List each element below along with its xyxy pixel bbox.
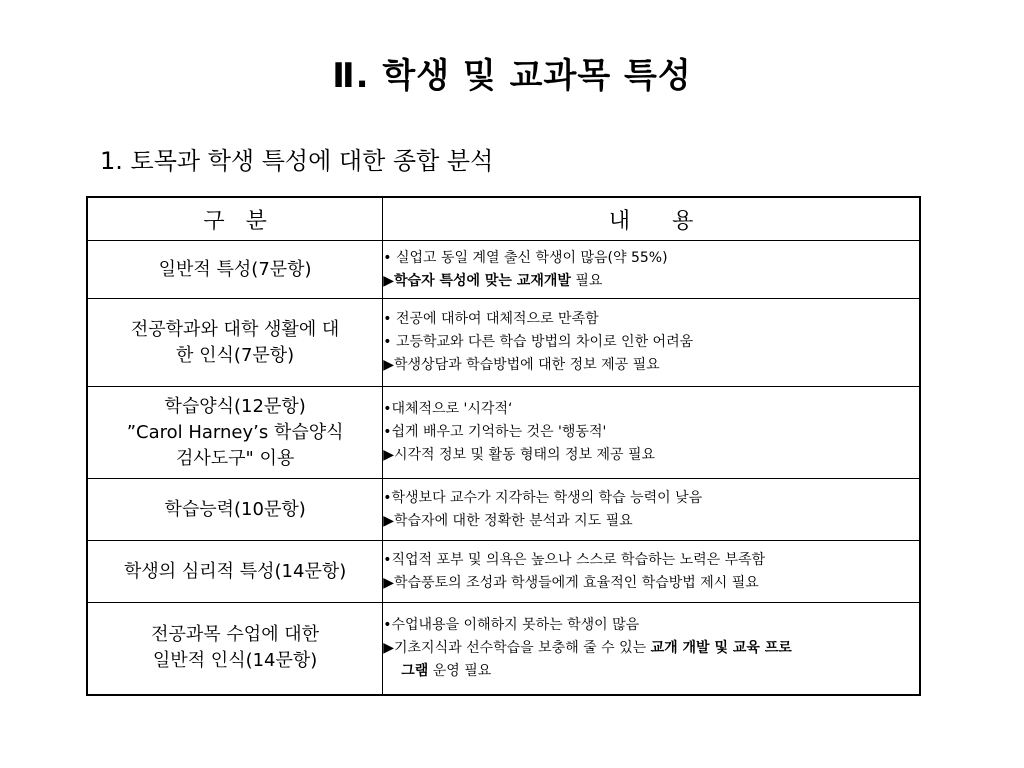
emphasis-text: 학습자 특성에 맞는 교재개발 (394, 272, 571, 289)
content-text: •대체적으로 '시각적‘ (383, 401, 513, 417)
category-line: 전공학과와 대학 생활에 대 (130, 318, 340, 340)
content-line (383, 572, 919, 595)
section-heading: 1. 토목과 학생 특성에 대한 종합 분석 (100, 147, 494, 175)
category-line: 학습능력(10문항) (164, 498, 306, 520)
slide-title: Ⅱ. 학생 및 교과목 특성 (332, 56, 692, 96)
content-line (383, 510, 919, 533)
content-text: ▶학생상담과 학습방법에 대한 정보 제공 필요 (383, 357, 660, 373)
content-text: •직업적 포부 및 의욕은 높으나 스스로 학습하는 노력은 부족함 (383, 551, 766, 568)
content-line (383, 637, 919, 660)
row-category (87, 479, 383, 541)
content-line (383, 247, 919, 270)
row-content (383, 387, 920, 479)
content-text: • 실업고 동일 계열 출신 학생이 많음(약 55%) (383, 249, 668, 266)
row-category (87, 387, 383, 479)
content-text: •쉽게 배우고 기억하는 것은 '행동적' (383, 424, 607, 440)
table-body (87, 241, 920, 695)
content-text: 필요 (570, 272, 603, 289)
content-line (383, 308, 919, 331)
row-content (383, 241, 920, 299)
table-header-row (87, 197, 920, 241)
content-text: 운영 필요 (428, 662, 492, 679)
emphasis-text: 교개 개발 및 교육 프로 (650, 639, 792, 656)
category-line: 학생의 심리적 특성(14문항) (123, 560, 347, 582)
row-category (87, 603, 383, 695)
content-line (383, 660, 919, 683)
content-line (383, 398, 919, 421)
header-category: 구 분 (87, 197, 383, 241)
content-line (383, 331, 919, 354)
category-line: 일반적 특성(7문항) (158, 258, 312, 280)
row-content (383, 479, 920, 541)
category-line: 일반적 인식(14문항) (152, 650, 318, 672)
summary-table (86, 196, 921, 696)
row-content (383, 541, 920, 603)
header-content: 내 용 (383, 197, 920, 241)
content-text: ▶학습자에 대한 정확한 분석과 지도 필요 (383, 512, 633, 529)
content-line (383, 444, 919, 467)
content-text: ▶시각적 정보 및 활동 형태의 정보 제공 필요 (383, 447, 656, 463)
category-line: 전공과목 수업에 대한 (151, 624, 320, 646)
row-category (87, 299, 383, 387)
content-text: • 전공에 대하여 대체적으로 만족함 (383, 311, 599, 327)
table-row (87, 603, 920, 695)
content-line (383, 354, 919, 377)
table-row (87, 299, 920, 387)
content-line (383, 614, 919, 637)
table-row (87, 541, 920, 603)
category-line: 학습양식(12문항) (164, 395, 306, 417)
row-content (383, 603, 920, 695)
content-line (383, 487, 919, 510)
content-text: •수업내용을 이해하지 못하는 학생이 많음 (383, 616, 640, 633)
content-text: ▶학습풍토의 조성과 학생들에게 효율적인 학습방법 제시 필요 (383, 574, 759, 591)
content-line (383, 421, 919, 444)
content-text: ▶기초지식과 선수학습을 보충해 줄 수 있는 (383, 639, 651, 656)
category-line: 한 인식(7문항) (176, 344, 295, 366)
row-content (383, 299, 920, 387)
row-category (87, 241, 383, 299)
content-text: •학생보다 교수가 지각하는 학생의 학습 능력이 낮음 (383, 489, 703, 506)
content-line (383, 549, 919, 572)
category-line: ”Carol Harney’s 학습양식 (126, 421, 344, 443)
table-row (87, 387, 920, 479)
table-row (87, 241, 920, 299)
row-category (87, 541, 383, 603)
content-text: ▶ (383, 272, 395, 289)
content-text: • 고등학교와 다른 학습 방법의 차이로 인한 어려움 (383, 334, 694, 350)
emphasis-text: 그램 (401, 662, 429, 679)
category-line: 검사도구" 이용 (175, 447, 295, 469)
table-row (87, 479, 920, 541)
content-line (383, 270, 919, 293)
